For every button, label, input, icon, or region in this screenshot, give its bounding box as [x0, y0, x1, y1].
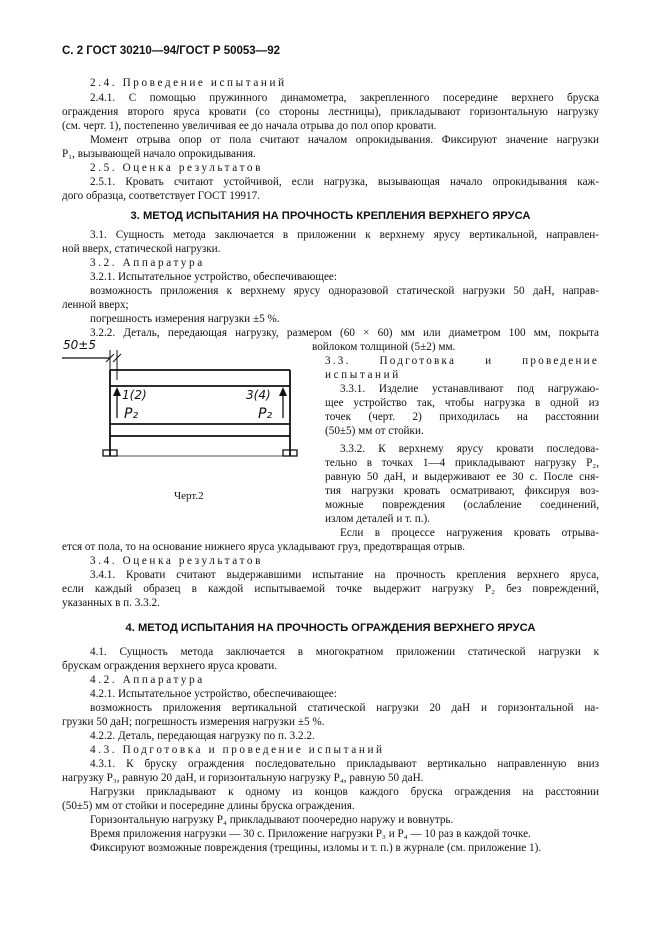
section-heading-3: 3. МЕТОД ИСПЫТАНИЯ НА ПРОЧНОСТЬ КРЕПЛЕНИЯ ВЕРХНЕГО ЯРУСА — [130, 210, 531, 222]
section-heading-4: 4. МЕТОД ИСПЫТАНИЯ НА ПРОЧНОСТЬ ОГРАЖДЕНИЯ ВЕРХНЕГО ЯРУСА — [125, 622, 536, 634]
page-header: С. 2 ГОСТ 30210—94/ГОСТ Р 50053—92 — [62, 45, 280, 57]
paragraph-line: (50±5) мм от стойки. — [325, 425, 424, 437]
paragraph-line: 3.2.1. Испытательное устройство, обеспечивающее: — [90, 271, 337, 283]
subheading-3-4: 3.4. Оценка результатов — [90, 555, 263, 567]
paragraph-line: ленной вверх; — [62, 299, 129, 311]
subheading-4-3: 4.3. Подготовка и проведение испытаний — [90, 744, 385, 756]
force-label-right: P₂ — [258, 406, 273, 422]
dimension-label: 50±5 — [63, 338, 96, 352]
figure-caption: Черт.2 — [174, 490, 204, 502]
bed-diagram-svg — [62, 338, 324, 508]
paragraph-line: брускам ограждения верхнего яруса кровати. — [62, 660, 278, 672]
paragraph-line: 3.1. Сущность метода заключается в приложении к верхнему ярусу вертикальной, направлен- — [90, 229, 599, 241]
paragraph-line: 2.4.1. С помощью пружинного динамометра, закрепленного посередине верхнего бруска — [90, 92, 599, 104]
subheading-3-3: 3.3. Подготовка и проведение — [325, 355, 599, 367]
paragraph-line: (50±5) мм от стойки и посередине длины бруска ограждения. — [62, 800, 355, 812]
paragraph-line: равную 50 даН, и выдерживают ее 30 с. После сня- — [325, 471, 599, 483]
paragraph-line: Если в процессе нагружения кровать отрыва- — [340, 527, 599, 539]
paragraph-line: излом деталей и т. п.). — [325, 513, 431, 525]
force-arrowhead-right — [279, 387, 287, 396]
paragraph-line: если каждый образец в каждой испытываемой точке выдержит нагрузку P₂ без повреждений, — [62, 583, 599, 595]
paragraph-line: тельно в точках 1—4 прикладывают нагрузку P₂, — [325, 457, 599, 469]
force-arrowhead-left — [113, 387, 121, 396]
subheading-3-3-cont: испытаний — [325, 369, 401, 381]
force-label-left: P₂ — [124, 406, 139, 422]
bed-diagram — [62, 338, 324, 508]
paragraph-line: указанных в п. 3.3.2. — [62, 597, 160, 609]
paragraph-line: щее устройство так, чтобы нагрузка в одной из — [325, 397, 599, 409]
subheading-4-2: 4.2. Аппаратура — [90, 674, 205, 686]
paragraph-line: 3.3.1. Изделие устанавливают под нагружаю- — [340, 383, 599, 395]
paragraph-line: Фиксируют возможные повреждения (трещины, изломы и т. п.) в журнале (см. приложение 1). — [90, 842, 542, 854]
paragraph-line: ной вверх, статической нагрузки. — [62, 243, 221, 255]
paragraph-line: 3.3.2. К верхнему ярусу кровати последова- — [340, 443, 599, 455]
paragraph-line: возможность приложения вертикальной статической нагрузки 20 даН и горизонтальной на- — [90, 702, 599, 714]
point-label-right: 3(4) — [246, 388, 271, 402]
paragraph-line: Момент отрыва опор от пола считают началом опрокидывания. Фиксируют значение нагрузки — [90, 134, 599, 146]
paragraph-line: войлоком толщиной (5±2) мм. — [312, 341, 456, 353]
paragraph-line: точек (черт. 2) приходилась на расстоянии — [325, 411, 599, 423]
paragraph-line: ется от пола, то на основание нижнего яруса укладывают груз, предотвращая отрыв. — [62, 541, 466, 553]
paragraph-line: возможность приложения к верхнему ярусу одноразовой статической нагрузки 50 даН, направ- — [90, 285, 599, 297]
paragraph-line: 4.3.1. К бруску ограждения последовательно прикладывают вертикально направленную вниз — [90, 758, 599, 770]
paragraph-line: 3.4.1. Кровати считают выдержавшими испытание на прочность крепления верхнего яруса, — [90, 569, 599, 581]
paragraph-line: погрешность измерения нагрузки ±5 %. — [90, 313, 280, 325]
paragraph-line: можные повреждения (ослабление соединений, — [325, 499, 599, 511]
paragraph-line: тия нагрузки кровать осматривают, фиксируя воз- — [325, 485, 599, 497]
subheading-3-2: 3.2. Аппаратура — [90, 257, 205, 269]
paragraph-line: 2.5.1. Кровать считают устойчивой, если нагрузка, вызывающая начало опрокидывания каж- — [90, 176, 599, 188]
paragraph-line: 3.2.2. Деталь, передающая нагрузку, размером (60 × 60) мм или диаметром 100 мм, покрыта — [90, 327, 599, 339]
paragraph-line: 4.2.2. Деталь, передающая нагрузку по п. 3.2.2. — [90, 730, 315, 742]
paragraph-line: нагрузку P₃, равную 20 даН, и горизонтальную нагрузку P₄, равную 50 даН. — [62, 772, 424, 784]
subheading-2-5: 2.5. Оценка результатов — [90, 162, 263, 174]
paragraph-line: дого образца, соответствует ГОСТ 19917. — [62, 190, 261, 202]
paragraph-line: грузки 50 даН; погрешность измерения нагрузки ±5 %. — [62, 716, 325, 728]
paragraph-line: 4.1. Сущность метода заключается в многократном приложении статической нагрузки к — [90, 646, 599, 658]
paragraph-line: P₁, вызывающей начало опрокидывания. — [62, 148, 256, 160]
paragraph-line: Время приложения нагрузки — 30 с. Приложение нагрузки P₃ и P₄ — 10 раз в каждой точке. — [90, 828, 531, 840]
paragraph-line: (см. черт. 1), постепенно увеличивая ее до начала отрыва до пол опор кровати. — [62, 120, 437, 132]
paragraph-line: Горизонтальную нагрузку P₄ прикладывают поочередно наружу и вовнутрь. — [90, 814, 454, 826]
subheading-2-4: 2.4. Проведение испытаний — [90, 77, 287, 89]
paragraph-line: 4.2.1. Испытательное устройство, обеспечивающее: — [90, 688, 337, 700]
paragraph-line: ограждения второго яруса кровати (со стороны лестницы), прикладывают горизонтальную нагрузку — [62, 106, 599, 118]
point-label-left: 1(2) — [122, 388, 147, 402]
paragraph-line: Нагрузки прикладывают к одному из концов каждого бруска ограждения на расстоянии — [90, 786, 599, 798]
